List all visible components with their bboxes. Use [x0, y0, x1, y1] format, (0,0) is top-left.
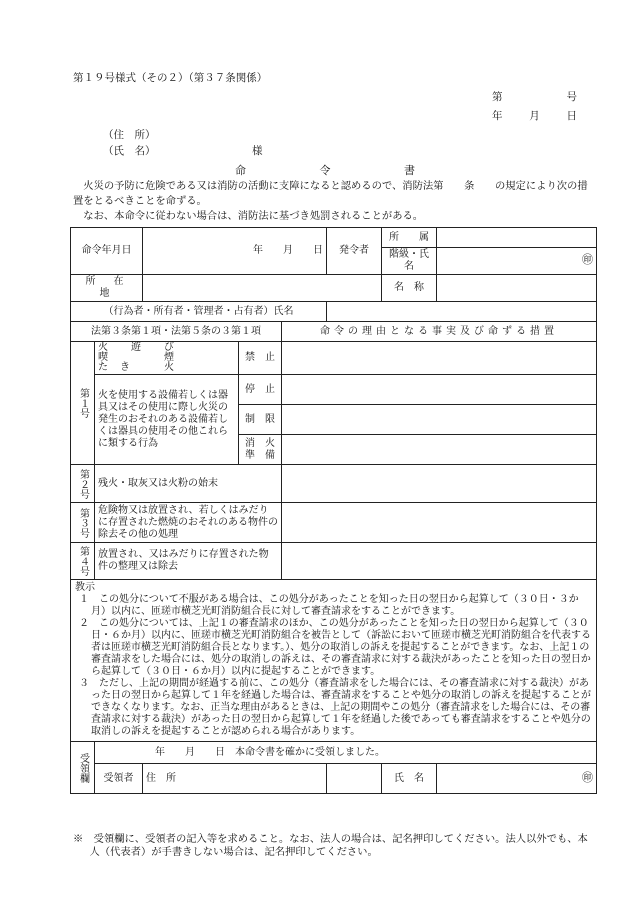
measure-prepare: 消 火 準 備	[239, 435, 282, 465]
item2-text: 残火・取灰又は火粉の始末	[95, 465, 282, 503]
measure-prepare-value[interactable]	[282, 435, 597, 465]
issuer-label: 発令者	[327, 228, 382, 275]
measure-restrict-value[interactable]	[282, 405, 597, 435]
rank-name-label: 階級・氏名	[382, 248, 437, 275]
item3-text: 危険物又は放置され、若しくはみだりに存置された燃焼のおそれのある物件の除去その他の処理	[95, 503, 282, 543]
address-label: （住 所）	[103, 129, 156, 141]
issue-date	[492, 108, 577, 123]
page-title	[235, 162, 415, 178]
order-table	[70, 227, 597, 794]
recipient-label: 受領者	[95, 764, 143, 794]
name-label: （氏 名）	[103, 145, 156, 157]
rank-name-value[interactable]	[437, 248, 597, 275]
law-label: 法第３条第１項・法第５条の３第１項	[71, 322, 282, 342]
item3-label: 第３号	[71, 503, 95, 543]
seal-icon: ㊞	[582, 253, 594, 266]
measure-restrict: 制 限	[239, 405, 282, 435]
issue-year: 年	[492, 110, 503, 122]
form-number: 第１９号様式（その２）（第３７条関係）	[73, 72, 268, 84]
receipt-label: 受領欄	[71, 742, 95, 794]
measure-prohibit: 禁 止	[239, 342, 282, 375]
item4-label: 第４号	[71, 543, 95, 580]
title-char-1: 命	[235, 164, 246, 177]
item2-value[interactable]	[282, 465, 597, 503]
actor-value[interactable]	[327, 302, 597, 322]
measure-prohibit-value[interactable]	[282, 342, 597, 375]
item1-label: 第１号	[71, 342, 95, 465]
seal-icon: ㊞	[582, 770, 594, 784]
receipt-text: 年 月 日 本命令書を確かに受領しました。	[95, 742, 597, 764]
item2-label: 第２号	[71, 465, 95, 503]
item1-equipment: 火を使用する設備若しくは器具又はその使用に際し火災の発生のおそれのある設備若しくは器具の使用その他これらに類する行為	[95, 375, 239, 465]
instruction-title: 教示	[75, 582, 95, 593]
instructions	[71, 580, 597, 742]
recipient-name-label: 氏 名	[382, 764, 437, 794]
actor-label: （行為者・所有者・管理者・占有者）氏名	[71, 302, 327, 322]
location-label: 所 在 地	[71, 275, 143, 302]
order-date-value[interactable]: 年 月 日	[143, 228, 327, 275]
recipient-address-label: 住 所	[146, 772, 176, 784]
reason-label: 命令の理由となる事実及び命ずる措置	[282, 322, 597, 342]
body-paragraph-1: 火災の予防に危険である又は消防の活動に支障になると認めるので、消防法第 条 の規定により次の措置をとるべきことを命ずる。	[73, 180, 588, 207]
measure-stop-value[interactable]	[282, 375, 597, 405]
site-name-value[interactable]	[437, 275, 597, 302]
honorific: 様	[252, 145, 263, 157]
item4-value[interactable]	[282, 543, 597, 580]
instruction-3: ３ ただし、上記の期間が経過する前に、この処分（審査請求をした場合には、その審査請求に対する裁決）があった日の翌日から起算して１年を経過した場合は、審査請求をすることや処分の取消しの訴えを提起することができなくなります。なお、正当な理由があるときは、上記の期間やこの処分（審査請求をした場合には、その審査請求に対する裁決）があった日の翌日から起算して１年を経過した後であっても審査請求をすることや処分の取消しの訴えを提起することが認められる場合があります。	[79, 678, 591, 737]
order-body	[73, 179, 593, 224]
item4-text: 放置され、又はみだりに存置された物件の整理又は除去	[95, 543, 282, 580]
order-date-label: 命令年月日	[71, 228, 143, 275]
title-char-2: 令	[319, 164, 331, 177]
number-prefix: 第	[492, 91, 503, 103]
recipient-name-value[interactable]	[437, 764, 597, 794]
document-number	[492, 89, 577, 104]
item1-activities: 火 遊 び 喫 煙 た き 火	[95, 342, 239, 375]
affiliation-value[interactable]	[437, 228, 597, 248]
instruction-2: ２ この処分については、上記１の審査請求のほか、この処分があったことを知った日の翌日から起算して（３０日・６か月）以内に、匝瑳市横芝光町消防組合を被告として（訴訟において匝瑳市横芝光町消防組合を代表する者は匝瑳市横芝光町消防組合長となります。）、処分の取消しの訴えを提起することができます。なお、上記１の審査請求をした場合には、処分の取消しの訴えは、その審査請求に対する裁決があったことを知った日の翌日から起算して（３０日・６か月）以内に提起することができます。	[79, 618, 591, 677]
item3-value[interactable]	[282, 503, 597, 543]
number-suffix: 号	[566, 91, 577, 103]
measure-stop: 停 止	[239, 375, 282, 405]
affiliation-label: 所 属	[382, 228, 437, 248]
title-char-3: 書	[404, 164, 415, 177]
issue-month: 月	[529, 110, 540, 122]
location-value[interactable]	[143, 275, 382, 302]
instruction-1: １ この処分について不服がある場合は、この処分があったことを知った日の翌日から起算して（３０日・３か月）以内に、匝瑳市横芝光町消防組合長に対して審査請求をすることができます。	[79, 594, 579, 617]
body-paragraph-2: なお、本命令に従わない場合は、消防法に基づき処罰されることがある。	[83, 210, 424, 222]
recipient-address-extra[interactable]	[327, 764, 382, 794]
site-name-label: 名 称	[382, 275, 437, 302]
recipient-address[interactable]	[143, 764, 327, 794]
footnote: ※ 受領欄に、受領者の記入等を求めること。なお、法人の場合は、記名押印してください。法人以外でも、本人（代表者）が手書きしない場合は、記名押印してください。	[73, 833, 588, 858]
issue-day: 日	[566, 110, 577, 122]
